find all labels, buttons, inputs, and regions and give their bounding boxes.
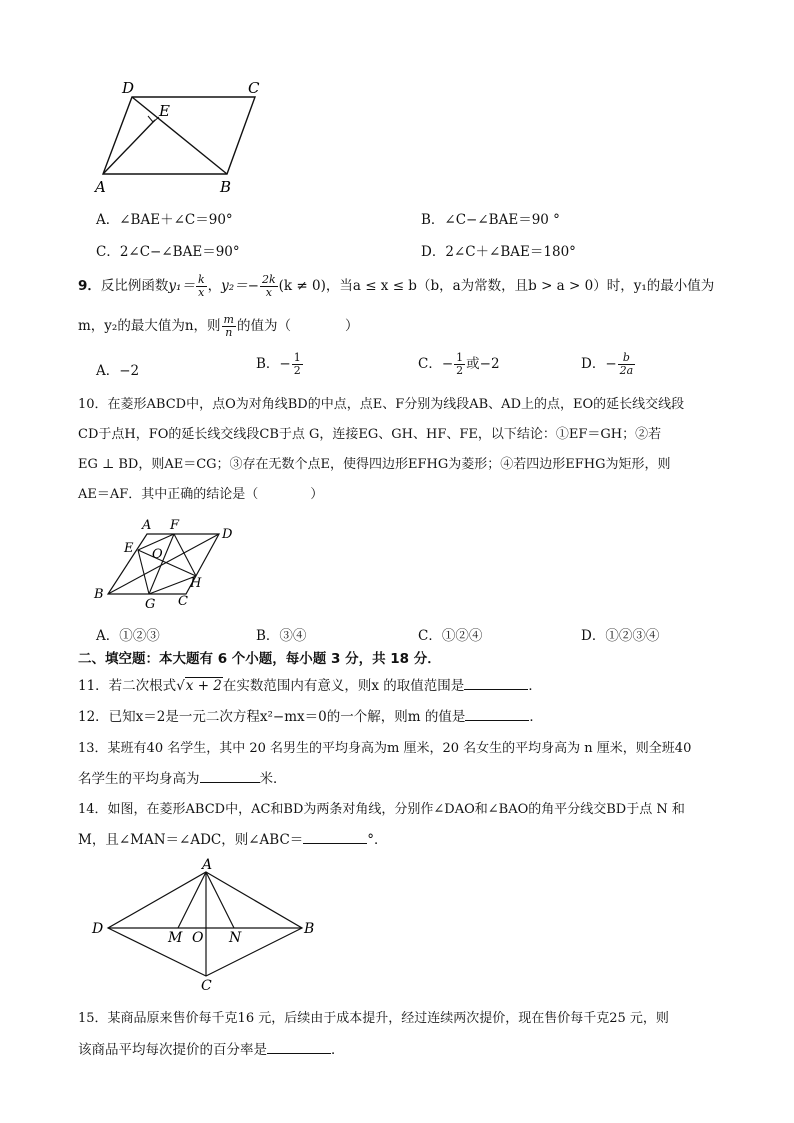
q9-frac-k-x: $\frac{k}{x}$ — [197, 273, 205, 299]
svg-text:H: H — [190, 576, 202, 591]
q9-text: 反比例函数 — [100, 278, 169, 294]
q9-option-c: C．− $\frac{1}{2}$ 或−2 — [418, 351, 500, 377]
svg-text:O: O — [192, 930, 204, 946]
figure-q8-parallelogram — [90, 76, 270, 198]
q10-line-4: AE＝AF．其中正确的结论是（ ） — [78, 487, 324, 502]
q10-line-1: 10．在菱形ABCD中，点O为对角线BD的中点，点E、F分别为线段AB、AD上的点，EO的延长线交线段 — [78, 397, 685, 412]
label-A: A — [95, 178, 106, 196]
q14-line-1: 14．如图，在菱形ABCD中，AC和BD为两条对角线，分别作∠DAO和∠BAO的角平分线交BD于点 N 和 — [78, 802, 685, 817]
q10-option-a: A．①②③ — [96, 628, 160, 644]
q12: 12．已知x＝2是一元二次方程x²−mx＝0的一个解，则m 的值是 ． — [78, 709, 543, 725]
svg-text:M: M — [168, 930, 183, 946]
svg-text:D: D — [222, 527, 233, 542]
svg-text:B: B — [94, 587, 104, 602]
q9-frac-2k-x: $\frac{2k}{x}$ — [261, 273, 276, 299]
q9-condition: (k ≠ 0)，当a ≤ x ≤ b（b，a为常数，且b > a > 0）时，y₁的最小值为 — [278, 278, 715, 294]
q15-line-1: 15．某商品原来售价每千克16 元，后续由于成本提升，经过连续两次提价，现在售价每千克25 元，则 — [78, 1011, 669, 1026]
label-B: B — [220, 178, 232, 196]
q10-line-3: EG ⊥ BD，则AE＝CG；③存在无数个点E，使得四边形EFHG为菱形；④若四边形EFHG为矩形，则 — [78, 457, 671, 472]
q14-line-2: M，且∠MAN＝∠ADC，则∠ABC＝ °． — [78, 832, 388, 848]
svg-text:F: F — [170, 518, 180, 533]
q9-option-a: A．−2 — [96, 363, 140, 379]
q13-answer-blank[interactable] — [200, 770, 260, 783]
svg-text:B: B — [304, 921, 315, 937]
q15-line-2: 该商品平均每次提价的百分率是 ． — [78, 1042, 345, 1058]
svg-text:C: C — [201, 978, 212, 994]
svg-text:D: D — [92, 921, 104, 937]
q8-option-d: D．2∠C＋∠BAE＝180° — [421, 244, 576, 260]
q9-line-2: m，y₂的最大值为n，则 $\frac{m}{n}$ 的值为（ ） — [78, 313, 359, 339]
label-C: C — [248, 79, 260, 97]
q9-y1: y₁＝ — [168, 278, 195, 294]
q8-option-b: B．∠C−∠BAE＝90 ° — [421, 212, 560, 228]
q9-number: 9． — [78, 278, 101, 294]
q9-option-b: B．− $\frac{1}{2}$ — [256, 351, 301, 377]
svg-text:C: C — [178, 594, 188, 609]
label-E: E — [159, 102, 170, 120]
figure-q10-rhombus — [90, 514, 240, 614]
q13-line-1: 13．某班有40 名学生，其中 20 名男生的平均身高为m 厘米，20 名女生的平均身高为 n 厘米，则全班40 — [78, 741, 692, 756]
q12-answer-blank[interactable] — [465, 708, 529, 721]
figure-q14-rhombus — [88, 858, 328, 994]
q10-option-d: D．①②③④ — [581, 628, 660, 644]
svg-text:N: N — [229, 930, 242, 946]
q10-option-c: C．①②④ — [418, 628, 483, 644]
q9-frac-m-n: $\frac{m}{n}$ — [223, 313, 234, 339]
q9-line-1: 9．反比例函数y₁＝ $\frac{k}{x}$ ，y₂＝− $\frac{2k}{x}$ (k ≠ 0)，当a ≤ x ≤ b（b，a为常数，且b > a > 0）时，y₁的最小值为 — [78, 273, 715, 299]
q11: 11．若二次根式√x + 2在实数范围内有意义，则x 的取值范围是 ． — [78, 678, 542, 694]
q9-option-d: D．− $\frac{b}{2a}$ — [581, 351, 634, 377]
svg-text:A: A — [202, 858, 213, 873]
svg-text:A: A — [142, 518, 152, 533]
q8-option-c: C．2∠C−∠BAE＝90° — [96, 244, 240, 260]
q8-option-a: A．∠BAE＋∠C＝90° — [96, 212, 233, 228]
q13-line-2: 名学生的平均身高为 米． — [78, 771, 287, 787]
label-D: D — [122, 79, 135, 97]
q15-answer-blank[interactable] — [267, 1041, 331, 1054]
svg-text:O: O — [152, 547, 163, 562]
q11-answer-blank[interactable] — [464, 677, 528, 690]
q9-y2: y₂＝− — [221, 278, 259, 294]
q10-option-b: B．③④ — [256, 628, 307, 644]
q10-line-2: CD于点H，FO的延长线交线段CB于点 G，连接EG、GH、HF、FE，以下结论：①EF＝GH；②若 — [78, 427, 662, 442]
section-2-heading: 二、填空题：本大题有 6 个小题，每小题 3 分，共 18 分． — [78, 651, 441, 667]
svg-text:G: G — [145, 597, 156, 612]
svg-text:E: E — [124, 541, 134, 556]
q14-answer-blank[interactable] — [303, 831, 367, 844]
